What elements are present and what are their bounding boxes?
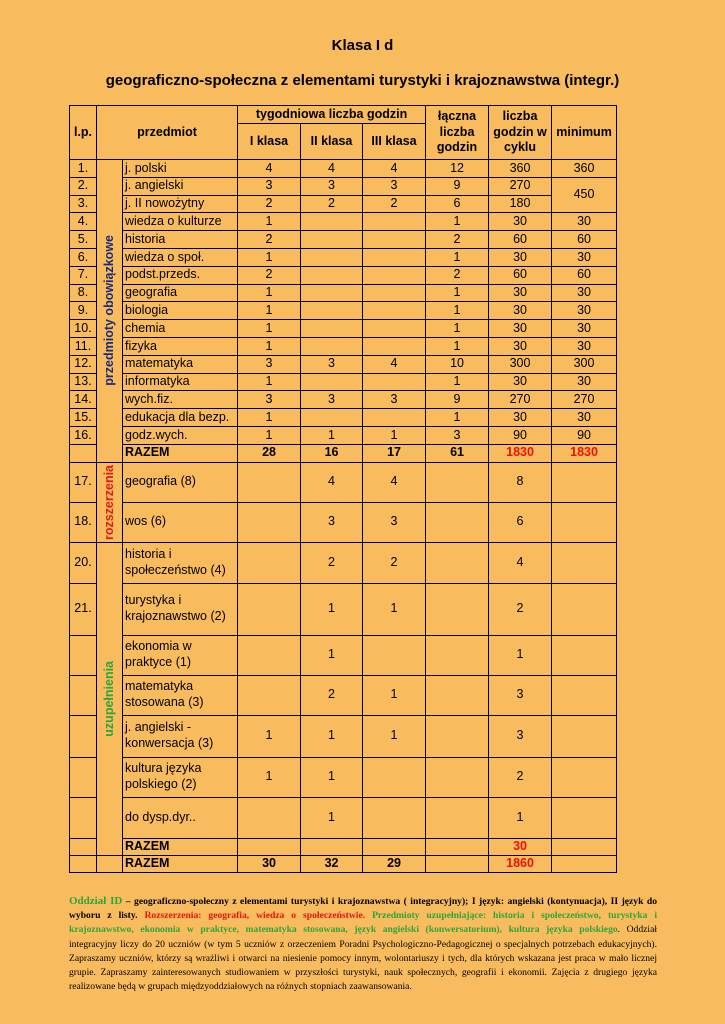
k2-cell: 1 [301,635,363,675]
subject-cell: historia i społeczeństwo (4) [123,542,238,583]
min-cell: 300 [552,355,617,373]
table-row [70,337,617,355]
k3-cell: 1 [363,715,426,757]
k2-cell: 2 [301,195,363,213]
table-row [70,266,617,284]
lp-cell: 11. [70,337,97,355]
sum-label: RAZEM [123,855,238,872]
lp-cell: 20. [70,542,97,583]
footer-part-1: – geograficzno-społeczny z elementami turystyki i krajoznawstwa ( integracyjny); I język: angielski (kontynuacja), II język do wyboru z listy. [69,896,657,922]
header-minimum: minimum [552,106,617,160]
table-row [70,195,617,213]
min-cell: 30 [552,337,617,355]
total-cell: 9 [426,177,489,195]
lp-cell: 4. [70,213,97,231]
k2-cell [301,248,363,266]
min-cell: 30 [552,302,617,320]
cycle-cell: 6 [489,502,552,542]
total-cell [426,838,489,855]
k3-cell: 2 [363,542,426,583]
table-row [70,231,617,249]
k3-cell [363,757,426,797]
k3-cell [363,797,426,838]
cycle-cell: 30 [489,838,552,855]
k3-cell: 4 [363,355,426,373]
table-row [70,502,617,542]
k2-cell [301,231,363,249]
footer-part-4: . Oddział integracyjny liczy do 20 uczniów (w tym 5 uczniów z orzeczeniem Poradni Psychologiczno-Pedagogicznej o specjalnych potrzebach edukacyjnych). Zapraszamy uczniów, którzy są wrażliwi i otwarci na niesienie pomocy innym, wolontariuszy i tych, dla których wskazana jest praca w mało licznej grupie. Zapraszamy zainteresowanych studiowaniem w przyszłości turystyki, nauk społecznych, geografii i ekonomii. Zajęcia z drugiego języka realizowane będą w grupach międzyoddziałowych na różnych stopniach zaawansowania. [69,924,658,993]
subject-cell: historia [123,231,238,249]
k1-cell: 4 [238,160,301,178]
min-cell: 450 [552,177,617,213]
cycle-cell: 1860 [489,855,552,872]
min-cell [552,675,617,715]
min-cell: 30 [552,373,617,391]
k3-cell [363,284,426,302]
lp-cell [70,444,97,462]
subject-cell: wych.fiz. [123,391,238,409]
min-cell [552,797,617,838]
min-cell: 30 [552,248,617,266]
table-row [70,177,617,195]
subject-cell: j. II nowożytny [123,195,238,213]
min-cell [552,635,617,675]
k2-cell: 1 [301,426,363,444]
lp-cell [70,715,97,757]
min-cell: 1830 [552,444,617,462]
cycle-cell: 3 [489,715,552,757]
k2-cell: 3 [301,177,363,195]
subject-cell: j. polski [123,160,238,178]
k3-cell: 1 [363,675,426,715]
cycle-cell: 4 [489,542,552,583]
total-cell [426,542,489,583]
total-cell [426,583,489,635]
group-label-mandatory [97,160,123,463]
table-row [70,426,617,444]
table-row [70,160,617,178]
k2-cell [301,302,363,320]
subject-cell: wiedza o społ. [123,248,238,266]
cycle-cell: 180 [489,195,552,213]
k1-cell: 2 [238,231,301,249]
total-cell [426,635,489,675]
k1-cell: 1 [238,426,301,444]
lp-cell: 12. [70,355,97,373]
group-cell [97,855,123,872]
total-cell: 2 [426,266,489,284]
total-cell: 3 [426,426,489,444]
min-cell: 30 [552,409,617,427]
k3-cell: 3 [363,177,426,195]
k2-cell: 16 [301,444,363,462]
total-cell: 1 [426,284,489,302]
k2-cell [301,337,363,355]
table-row [70,675,617,715]
cycle-cell: 8 [489,462,552,502]
table-row [70,542,617,583]
table-row [70,715,617,757]
subject-cell: matematyka stosowana (3) [123,675,238,715]
header-total: łączna liczba godzin [426,106,489,160]
cycle-cell: 1 [489,635,552,675]
subject-cell: chemia [123,320,238,338]
k3-cell: 1 [363,426,426,444]
group-label-supplementary-text: uzupełnienia [101,660,116,737]
lp-cell: 9. [70,302,97,320]
table-row [70,213,617,231]
k1-cell [238,583,301,635]
min-cell: 30 [552,284,617,302]
total-cell: 10 [426,355,489,373]
k1-cell: 3 [238,177,301,195]
k2-cell: 3 [301,502,363,542]
k1-cell: 2 [238,195,301,213]
subject-cell: geografia [123,284,238,302]
subject-cell: turystyka i krajoznawstwo (2) [123,583,238,635]
subject-cell: podst.przeds. [123,266,238,284]
group-label-mandatory-text: przedmioty obowiązkowe [101,235,116,387]
min-cell [552,542,617,583]
cycle-cell: 30 [489,302,552,320]
min-cell: 90 [552,426,617,444]
cycle-cell: 1830 [489,444,552,462]
k1-cell: 1 [238,373,301,391]
table-row [70,391,617,409]
group-label-extended [97,462,123,542]
k3-cell: 3 [363,391,426,409]
k1-cell: 1 [238,409,301,427]
k3-cell [363,213,426,231]
cycle-cell: 30 [489,284,552,302]
min-cell [552,838,617,855]
total-cell: 12 [426,160,489,178]
table-row [70,355,617,373]
min-cell [552,855,617,872]
total-cell: 1 [426,337,489,355]
cycle-cell: 60 [489,231,552,249]
k1-cell: 2 [238,266,301,284]
subject-cell: matematyka [123,355,238,373]
k1-cell: 1 [238,715,301,757]
total-cell: 1 [426,373,489,391]
lp-cell [70,635,97,675]
cycle-cell: 270 [489,391,552,409]
k3-cell [363,409,426,427]
total-cell [426,797,489,838]
table-row [70,373,617,391]
k2-cell: 2 [301,675,363,715]
total-cell: 9 [426,391,489,409]
k3-cell [363,337,426,355]
k3-cell [363,320,426,338]
k1-cell: 1 [238,337,301,355]
total-cell [426,757,489,797]
lp-cell [70,838,97,855]
total-cell: 1 [426,213,489,231]
k3-cell: 4 [363,462,426,502]
total-cell [426,715,489,757]
subject-cell: do dysp.dyr.. [123,797,238,838]
k2-cell [301,320,363,338]
k3-cell: 17 [363,444,426,462]
k3-cell: 4 [363,160,426,178]
header-weekly: tygodniowa liczba godzin [238,106,426,124]
k2-cell [301,838,363,855]
min-cell [552,757,617,797]
k2-cell: 1 [301,715,363,757]
min-cell: 30 [552,213,617,231]
cycle-cell: 2 [489,757,552,797]
k2-cell: 3 [301,391,363,409]
subject-cell: edukacja dla bezp. [123,409,238,427]
k1-cell [238,838,301,855]
table-row [70,409,617,427]
subject-cell: kultura języka polskiego (2) [123,757,238,797]
cycle-cell: 30 [489,213,552,231]
total-cell [426,855,489,872]
lp-cell: 14. [70,391,97,409]
min-cell [552,715,617,757]
sum-row-grand [70,855,617,872]
group-label-extended-text: rozszerzenia [101,464,116,540]
k2-cell [301,284,363,302]
k1-cell: 1 [238,757,301,797]
subject-cell: biologia [123,302,238,320]
k1-cell [238,462,301,502]
sum-label: RAZEM [123,838,238,855]
table-row [70,635,617,675]
cycle-cell: 3 [489,675,552,715]
table-row [70,302,617,320]
subject-cell: j. angielski [123,177,238,195]
footer-supplementary: Przedmioty uzupełniające: historia i społeczeństwo, turystyka i krajoznawstwo, ekonomia w praktyce, matematyka stosowana, język angielski (konwersatorium), kultura języka polskiego [69,910,657,936]
subject-cell: ekonomia w praktyce (1) [123,635,238,675]
k1-cell: 1 [238,213,301,231]
header-lp: l.p. [70,106,97,160]
lp-cell: 1. [70,160,97,178]
min-cell: 270 [552,391,617,409]
table-row [70,320,617,338]
lp-cell [70,855,97,872]
total-cell: 1 [426,409,489,427]
k1-cell [238,675,301,715]
lp-cell: 3. [70,195,97,213]
total-cell: 1 [426,302,489,320]
lp-cell [70,797,97,838]
lp-cell: 6. [70,248,97,266]
header-subject: przedmiot [97,106,238,160]
k2-cell: 2 [301,542,363,583]
k3-cell [363,635,426,675]
cycle-cell: 1 [489,797,552,838]
min-cell: 360 [552,160,617,178]
k2-cell: 4 [301,462,363,502]
footer-extensions: Rozszerzenia: geografia, wiedza o społeczeństwie. [144,910,366,922]
cycle-cell: 30 [489,248,552,266]
footer-description [69,894,657,994]
cycle-cell: 60 [489,266,552,284]
lp-cell [70,757,97,797]
k3-cell: 1 [363,583,426,635]
page-subtitle: geograficzno-społeczna z elementami turystyki i krajoznawstwa (integr.) [105,72,620,89]
k2-cell: 3 [301,355,363,373]
k2-cell: 4 [301,160,363,178]
lp-cell: 8. [70,284,97,302]
k3-cell: 3 [363,502,426,542]
cycle-cell: 30 [489,409,552,427]
k1-cell: 3 [238,391,301,409]
cycle-cell: 30 [489,337,552,355]
k2-cell: 32 [301,855,363,872]
k3-cell [363,302,426,320]
k3-cell: 2 [363,195,426,213]
k1-cell [238,502,301,542]
k1-cell [238,542,301,583]
header-k1: I klasa [238,124,301,160]
subject-cell: informatyka [123,373,238,391]
k2-cell [301,213,363,231]
k3-cell [363,373,426,391]
k1-cell: 1 [238,284,301,302]
k2-cell: 1 [301,797,363,838]
min-cell [552,583,617,635]
sum-row-mandatory [70,444,617,462]
k2-cell: 1 [301,583,363,635]
subject-cell: godz.wych. [123,426,238,444]
min-cell: 60 [552,231,617,249]
k1-cell: 30 [238,855,301,872]
k2-cell [301,373,363,391]
header-k2: II klasa [301,124,363,160]
cycle-cell: 30 [489,373,552,391]
k1-cell: 1 [238,302,301,320]
lp-cell: 7. [70,266,97,284]
total-cell: 1 [426,320,489,338]
k3-cell [363,838,426,855]
total-cell: 1 [426,248,489,266]
k2-cell: 1 [301,757,363,797]
table-row [70,797,617,838]
lp-cell: 13. [70,373,97,391]
lp-cell: 18. [70,502,97,542]
min-cell [552,462,617,502]
cycle-cell: 270 [489,177,552,195]
k2-cell [301,409,363,427]
cycle-cell: 30 [489,320,552,338]
k3-cell: 29 [363,855,426,872]
lp-cell [70,675,97,715]
sum-label: RAZEM [123,444,238,462]
k3-cell [363,248,426,266]
k1-cell: 3 [238,355,301,373]
curriculum-table [69,105,617,873]
min-cell [552,502,617,542]
cycle-cell: 300 [489,355,552,373]
total-cell: 61 [426,444,489,462]
total-cell [426,675,489,715]
total-cell: 6 [426,195,489,213]
k1-cell: 28 [238,444,301,462]
group-label-supplementary [97,542,123,855]
subject-cell: wos (6) [123,502,238,542]
sum-row-extra [70,838,617,855]
total-cell [426,462,489,502]
header-cycle: liczba godzin w cyklu [489,106,552,160]
header-k3: III klasa [363,124,426,160]
lp-cell: 17. [70,462,97,502]
lp-cell: 15. [70,409,97,427]
k1-cell: 1 [238,248,301,266]
table-row [70,757,617,797]
page-title: Klasa I d [331,37,394,54]
k1-cell [238,797,301,838]
table-row [70,583,617,635]
lp-cell: 21. [70,583,97,635]
subject-cell: fizyka [123,337,238,355]
k1-cell: 1 [238,320,301,338]
k2-cell [301,266,363,284]
subject-cell: wiedza o kulturze [123,213,238,231]
k3-cell [363,231,426,249]
cycle-cell: 2 [489,583,552,635]
min-cell: 30 [552,320,617,338]
lp-cell: 16. [70,426,97,444]
table-row [70,284,617,302]
subject-cell: geografia (8) [123,462,238,502]
lp-cell: 2. [70,177,97,195]
total-cell: 2 [426,231,489,249]
subject-cell: j. angielski - konwersacja (3) [123,715,238,757]
k3-cell [363,266,426,284]
cycle-cell: 360 [489,160,552,178]
cycle-cell: 90 [489,426,552,444]
lp-cell: 10. [70,320,97,338]
footer-lead: Oddział ID [69,895,123,907]
k1-cell [238,635,301,675]
table-row [70,248,617,266]
lp-cell: 5. [70,231,97,249]
table-row [70,462,617,502]
total-cell [426,502,489,542]
min-cell: 60 [552,266,617,284]
